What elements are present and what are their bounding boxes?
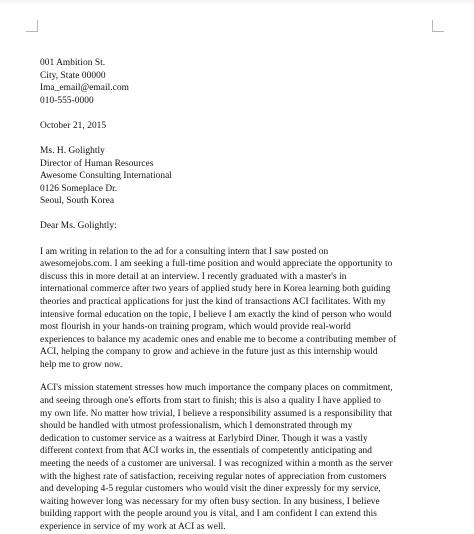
- paragraph-line: I am writing in relation to the ad for a consulting intern that I saw posted on: [40, 246, 329, 257]
- paragraph-2: [40, 382, 456, 533]
- margin-crop-mark-top-left: [26, 20, 38, 32]
- paragraph-line: different context from that ACI works in, the essentials of competently anticipating and: [40, 446, 373, 457]
- paragraph-line: waiting however long was necessary for my often busy section. In any business, I believe: [40, 496, 380, 507]
- paragraph-1: [40, 246, 456, 372]
- margin-crop-mark-top-right: [432, 20, 444, 32]
- paragraph-line: dedication to customer service as a waitress at Earlybird Diner. Though it was a vastly: [40, 433, 368, 444]
- recipient-city: Seoul, South Korea: [40, 196, 115, 207]
- paragraph-line: ACI, helping the company to grow and achieve in the future just as this internship would: [40, 347, 378, 358]
- sender-address: [40, 57, 458, 107]
- paragraph-line: with the highest rate of satisfaction, receiving regular notes of appreciation from customers: [40, 471, 387, 482]
- paragraph-line: meeting the needs of a customer are universal. I was recognized within a month as the server: [40, 459, 393, 470]
- paragraph-line: most flourish in your hands-on training program, which would provide real-world: [40, 322, 351, 333]
- paragraph-line: experience in service of my work at ACI as well.: [40, 522, 226, 532]
- recipient-address: [40, 145, 458, 208]
- paragraph-line: my own life. No matter how trivial, I believe a responsibility assumed is a responsibility that: [40, 408, 393, 419]
- paragraph-line: and seeing through one's efforts from start to finish; this is also a quality I have applied to: [40, 396, 381, 407]
- paragraph-line: theories and practical applications for just the kind of transactions ACI facilitates. With my: [40, 296, 386, 307]
- recipient-street: 0126 Someplace Dr.: [40, 183, 118, 194]
- letter-date: October 21, 2015: [40, 121, 107, 132]
- paragraph-line: should be handled with utmost professionalism, which I demonstrated through my: [40, 421, 353, 432]
- paragraph-line: international commerce after two years of applied study here in Korea learning both guiding: [40, 284, 391, 295]
- letter-body[interactable]: [40, 57, 458, 534]
- paragraph-line: awesomejobs.com. I am seeking a full-time position and would appreciate the opportunity to: [40, 259, 393, 270]
- paragraph-line: discuss this in more detail at an interview. I recently graduated with a master's in: [40, 271, 347, 282]
- recipient-company: Awesome Consulting International: [40, 171, 172, 182]
- sender-city-state: City, State 00000: [40, 70, 106, 81]
- paragraph-line: and developing 4-5 regular customers who would visit the diner expressly for my service,: [40, 484, 381, 495]
- sender-street: 001 Ambition St.: [40, 58, 106, 68]
- recipient-name: Ms. H. Golightly: [40, 145, 105, 156]
- paragraph-line: intensive formal education on the topic, I believe I am exactly the kind of person who would: [40, 309, 392, 320]
- paragraph-line: help me to grow now.: [40, 359, 123, 370]
- paragraph-line: building rapport with the people around you is vital, and I am confident I can extend this: [40, 509, 377, 520]
- paragraph-line: ACI's mission statement stresses how much importance the company places on commitment,: [40, 383, 393, 394]
- sender-email: Ima_email@email.com: [40, 83, 129, 94]
- salutation: Dear Ms. Golightly:: [40, 220, 117, 231]
- sender-phone: 010-555-0000: [40, 95, 94, 106]
- paragraph-line: experiences to balance my academic ones and enable me to become a contributing member of: [40, 334, 397, 345]
- recipient-title: Director of Human Resources: [40, 158, 154, 169]
